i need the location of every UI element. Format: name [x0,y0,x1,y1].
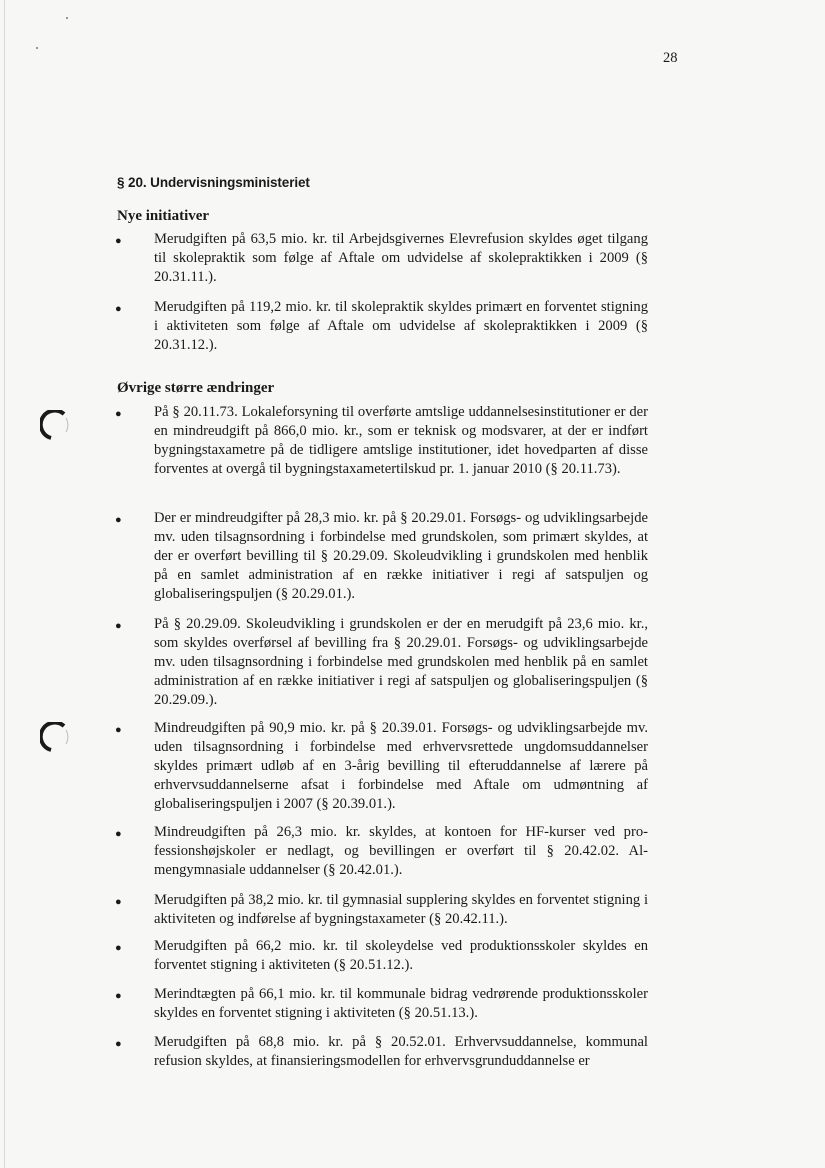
list-item-text: Mindreudgiften på 90,9 mio. kr. på § 20.39.01. Forsøgs- og udviklingsarbejde mv. uden tilsagnsordning i forbindelse med erhvervsrettede ungdomsuddannelser skyldes primært udløb af en 3-årig bevilling til efteruddannelse af lærere på erhvervsuddannelserne afsat i forbindelse med Aftale om udmøntning af globaliseringspuljen i 2007 (§ 20.39.01.). [154,720,648,812]
bullet-icon: ● [115,408,122,420]
bullet-icon: ● [115,990,122,1002]
other-changes-heading: Øvrige større ændringer [117,380,275,396]
list-item-text: Der er mindreudgifter på 28,3 mio. kr. på § 20.29.01. Forsøgs- og udviklingsarbejde mv. uden tilsagnsordning i forbindelse med grundskolen, som primært skyldes, at der er overført bevilling til § 20.29.09. Skoleudvikling i grundskolen med henblik på en samlet administration af en række initiativer i regi af satspuljen og globaliseringspuljen (§ 20.29.01.). [154,510,648,602]
bullet-icon: ● [115,942,122,954]
section-heading: § 20. Undervisningsministeriet [117,175,310,190]
bullet-icon: ● [115,514,122,526]
bullet-icon: ● [115,1038,122,1050]
bullet-icon: ● [115,620,122,632]
list-item-text: Mindreudgiften på 26,3 mio. kr. skyldes, at kontoen for HF-kurser ved professionshøjskoler er nedlagt, og bevillingen er overført til § 20.42.02. Almengymnasiale uddannelser (§ 20.42.01.). [154,824,648,878]
list-item-text: Merudgiften på 38,2 mio. kr. til gymnasial supplering skyldes en forventet stigning i aktiviteten og indførelse af bygningstaxameter (§ 20.42.11.). [154,892,648,927]
list-item-text: Merindtægten på 66,1 mio. kr. til kommunale bidrag vedrørende produktionsskoler skyldes en forventet stigning i aktiviteten (§ 20.51.13.). [154,986,648,1021]
punch-hole-mark-icon [40,410,70,440]
list-item-text: Merudgiften på 63,5 mio. kr. til Arbejdsgivernes Elevrefusion skyldes øget tilgang til skolepraktik som følge af Aftale om udvidelse af skolepraktikken i 2009 (§ 20.31.11.). [154,231,648,285]
list-item-text: Merudgiften på 68,8 mio. kr. på § 20.52.01. Erhvervsuddannelse, kommunal refusion skyldes, at finansieringsmodellen for erhvervsgrunduddannelse er [154,1034,648,1069]
bullet-icon: ● [115,896,122,908]
list-item-text: På § 20.11.73. Lokaleforsyning til overførte amtslige uddannelsesinstitutioner er der en mindreudgift på 866,0 mio. kr., som er teknisk og modsvarer, at der er indført bygningstaxametre på de tidligere amtslige institutioner, idet hovedparten af disse forventes at overgå til bygningstaxametertilskud pr. 1. januar 2010 (§ 20.11.73). [154,404,648,477]
bullet-icon: ● [115,724,122,736]
list-item-text: Merudgiften på 66,2 mio. kr. til skoleydelse ved produktionsskoler skyldes en forventet stigning i aktiviteten (§ 20.51.12.). [154,938,648,973]
new-initiatives-heading: Nye initiativer [117,208,210,224]
page-number: 28 [663,50,678,66]
punch-hole-mark-icon [40,722,70,752]
list-item-text: På § 20.29.09. Skoleudvikling i grundskolen er der en merudgift på 23,6 mio. kr., som skyldes overførsel af bevilling fra § 20.29.01. Forsøgs- og udviklingsarbejde mv. uden tilsagnsordning i forbindelse med grundskolen med henblik på en samlet administration af en række initiativer i regi af satspuljen og globaliseringspuljen (§ 20.29.09.). [154,616,648,708]
bullet-icon: ● [115,828,122,840]
list-item-text: Merudgiften på 119,2 mio. kr. til skolepraktik skyldes primært en forventet stigning i aktiviteten som følge af Aftale om udvidelse af skolepraktikken i 2009 (§ 20.31.12.). [154,299,648,353]
bullet-icon: ● [115,303,122,315]
scan-speck [36,47,38,49]
bullet-icon: ● [115,235,122,247]
scan-edge-line [4,0,5,1168]
scan-speck [66,17,68,19]
